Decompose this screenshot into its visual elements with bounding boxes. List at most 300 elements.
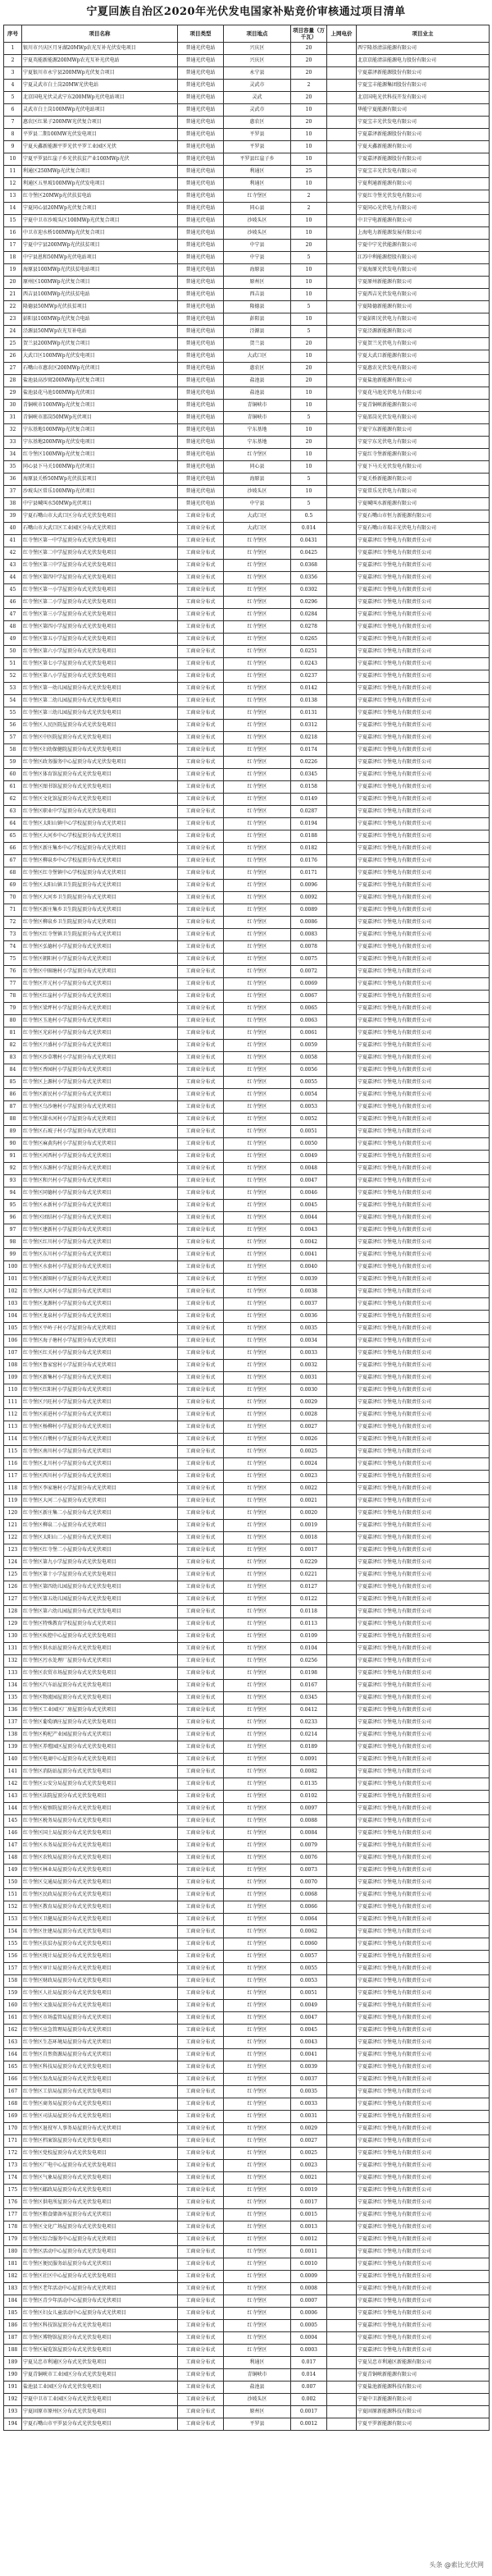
cell-price [327,1015,357,1027]
cell-no: 18 [4,252,22,264]
cell-price [327,1397,357,1409]
table-row [4,2234,490,2246]
cell-name: 红寺堡区水务局屋顶分布式光伏发电项目 [22,1840,178,1852]
header-name: 项目名称 [22,25,178,43]
cell-name: 红寺堡区第五小学屋顶分布式光伏发电项目 [22,634,178,646]
cell-location: 红寺堡区 [224,1840,291,1852]
cell-type: 工商业分布式 [178,1495,224,1508]
cell-capacity: 0.0039 [291,1274,327,1286]
cell-type: 工商业分布式 [178,1089,224,1101]
cell-location: 红寺堡区 [224,1458,291,1471]
cell-type: 工商业分布式 [178,880,224,892]
cell-price [327,941,357,954]
cell-capacity: 0.0218 [291,732,327,744]
cell-type: 普通光伏电站 [178,227,224,240]
cell-type: 工商业分布式 [178,1224,224,1237]
table-row [4,1372,490,1384]
cell-owner: 宁夏嘉泽红寺堡电力有限责任公司 [357,572,490,584]
table-row [4,437,490,449]
cell-name: 红寺堡区新庄集乡卫生院屋顶分布式光伏项目 [22,904,178,917]
cell-capacity: 0.0068 [291,1889,327,1901]
cell-location: 红寺堡区 [224,1163,291,1175]
table-row [4,720,490,732]
cell-location: 红寺堡区 [224,2295,291,2308]
cell-price [327,2123,357,2135]
table-row [4,1323,490,1335]
cell-price [327,2025,357,2037]
cell-type: 工商业分布式 [178,1643,224,1655]
cell-no: 134 [4,1680,22,1692]
cell-no: 135 [4,1692,22,1704]
cell-no: 116 [4,1458,22,1471]
cell-location: 青铜峡市 [224,400,291,412]
cell-type: 工商业分布式 [178,830,224,843]
cell-owner: 宁夏大武口新能源有限公司 [357,350,490,363]
cell-type: 工商业分布式 [178,1421,224,1434]
cell-owner: 宁夏嘉泽红寺堡电力有限责任公司 [357,2209,490,2221]
cell-owner: 宁夏嘉泽红寺堡电力有限责任公司 [357,2295,490,2308]
header-price: 上网电价 [327,25,357,43]
cell-no: 121 [4,1520,22,1532]
cell-capacity: 0.0035 [291,1323,327,1335]
cell-capacity: 0.0037 [291,2074,327,2086]
cell-type: 工商业分布式 [178,597,224,609]
cell-price [327,1163,357,1175]
cell-owner: 宁夏嘉泽红寺堡电力有限责任公司 [357,2061,490,2074]
cell-type: 工商业分布式 [178,584,224,597]
table-row [4,301,490,313]
cell-price [327,1926,357,1938]
cell-capacity: 0.0060 [291,1938,327,1951]
cell-name: 红寺堡区新集村小学屋顶分布式光伏项目 [22,1372,178,1384]
cell-no: 158 [4,1975,22,1988]
cell-no: 104 [4,1311,22,1323]
table-row [4,449,490,461]
cell-name: 红寺堡区应急管理局屋顶分布式光伏项目 [22,2025,178,2037]
cell-location: 红寺堡区 [224,1692,291,1704]
cell-owner: 宁夏惠农光伏发电有限公司 [357,363,490,375]
cell-name: 彭阳县100MWp光伏复合电站 [22,313,178,326]
cell-no: 167 [4,2086,22,2098]
table-row [4,227,490,240]
cell-capacity: 10 [291,104,327,117]
cell-price [327,597,357,609]
cell-name: 大武口区100MWp光伏发电项目 [22,350,178,363]
cell-owner: 宁夏嘉泽红寺堡电力有限责任公司 [357,843,490,855]
cell-owner: 宁夏嘉泽红寺堡电力有限责任公司 [357,1815,490,1828]
cell-price [327,646,357,658]
cell-owner: 宁夏嘉泽红寺堡电力有限责任公司 [357,978,490,991]
cell-owner: 宁夏嘉泽红寺堡电力有限责任公司 [357,1643,490,1655]
cell-price [327,1508,357,1520]
cell-price [327,1446,357,1458]
table-row [4,1347,490,1360]
cell-name: 青铜峡市100MWp光伏复合项目 [22,400,178,412]
cell-price [327,535,357,547]
cell-no: 141 [4,1766,22,1778]
cell-capacity: 0.0251 [291,646,327,658]
cell-type: 工商业分布式 [178,843,224,855]
table-row [4,1865,490,1877]
table-row [4,2246,490,2258]
cell-price [327,1224,357,1237]
cell-name: 盐池县高沙窝200MWp光伏复合项目 [22,375,178,387]
cell-type: 工商业分布式 [178,1877,224,1889]
cell-type: 工商业分布式 [178,2369,224,2382]
cell-name: 海原县100MWp光伏扶贫电站项目 [22,264,178,277]
cell-name: 红寺堡区市场监管局屋顶分布式光伏项目 [22,2012,178,2025]
cell-owner: 宁夏嘉泽红寺堡电力有限责任公司 [357,1458,490,1471]
table-row [4,2308,490,2320]
cell-capacity: 0.0041 [291,2049,327,2061]
cell-no: 191 [4,2382,22,2394]
cell-type: 工商业分布式 [178,720,224,732]
cell-location: 海原县 [224,264,291,277]
cell-location: 红寺堡区 [224,2234,291,2246]
cell-price [327,387,357,400]
cell-owner: 宁夏嘉泽红寺堡电力有限责任公司 [357,1631,490,1643]
cell-location: 红寺堡区 [224,966,291,978]
cell-owner: 宁夏嘉泽红寺堡电力有限责任公司 [357,1877,490,1889]
table-row [4,117,490,129]
cell-name: 西吉县100MWp光伏扶贫电站 [22,289,178,301]
cell-owner: 宁夏嘉泽红寺堡电力有限责任公司 [357,1384,490,1397]
cell-no: 64 [4,818,22,830]
cell-name: 红寺堡区广电中心屋顶分布式光伏发电项目 [22,2160,178,2172]
cell-location: 红寺堡区 [224,1298,291,1311]
cell-capacity: 0.0055 [291,1963,327,1975]
cell-name: 红寺堡区香园村小学屋顶分布式光伏项目 [22,1064,178,1077]
cell-price [327,1852,357,1865]
table-row [4,621,490,634]
cell-name: 宁夏灵武市白土岗20MW光伏电站 [22,80,178,92]
cell-type: 工商业分布式 [178,1631,224,1643]
cell-owner: 宁夏嘉泽红寺堡电力有限责任公司 [357,2271,490,2283]
cell-location: 红寺堡区 [224,904,291,917]
cell-owner: 宁夏红寺堡新能源有限公司 [357,449,490,461]
cell-no: 22 [4,301,22,313]
cell-capacity: 0.0278 [291,621,327,634]
cell-type: 工商业分布式 [178,1101,224,1114]
cell-capacity: 0.0356 [291,572,327,584]
table-row [4,1963,490,1975]
cell-price [327,326,357,338]
cell-type: 普通光伏电站 [178,80,224,92]
cell-type: 普通光伏电站 [178,153,224,166]
cell-type: 普通光伏电站 [178,289,224,301]
cell-name: 红寺堡区商务局屋顶分布式光伏发电项目 [22,2098,178,2111]
cell-capacity: 0.0047 [291,1175,327,1187]
cell-capacity: 0.0033 [291,1347,327,1360]
table-row [4,991,490,1003]
cell-no: 32 [4,424,22,437]
cell-type: 工商业分布式 [178,2246,224,2258]
cell-no: 150 [4,1877,22,1889]
cell-location: 红寺堡区 [224,1606,291,1618]
cell-name: 红寺堡区永新村小学屋顶分布式光伏项目 [22,1200,178,1212]
cell-owner: 宁夏嘉泽红寺堡电力有限责任公司 [357,904,490,917]
cell-location: 红寺堡区 [224,1926,291,1938]
cell-location: 红寺堡区 [224,1988,291,2000]
cell-no: 27 [4,363,22,375]
cell-owner: 宁夏宁东新能源有限公司 [357,424,490,437]
table-row [4,1151,490,1163]
cell-location: 红寺堡区 [224,707,291,720]
cell-price [327,2012,357,2025]
table-row [4,80,490,92]
cell-type: 工商业分布式 [178,1040,224,1052]
cell-price [327,55,357,67]
cell-location: 红寺堡区 [224,560,291,572]
cell-name: 红寺堡区红关村小学屋顶分布式光伏项目 [22,1347,178,1360]
cell-price [327,2061,357,2074]
cell-capacity: 0.0073 [291,1865,327,1877]
table-row [4,1114,490,1126]
cell-name: 红寺堡区西川村小学屋顶分布式光伏项目 [22,1471,178,1483]
cell-location: 红寺堡区 [224,880,291,892]
cell-type: 普通光伏电站 [178,326,224,338]
cell-no: 85 [4,1077,22,1089]
cell-no: 193 [4,2406,22,2418]
table-row [4,695,490,707]
cell-name: 红寺堡区李家塘村小学屋顶分布式光伏项目 [22,1483,178,1495]
table-row [4,560,490,572]
cell-type: 工商业分布式 [178,1446,224,1458]
cell-price [327,1717,357,1729]
cell-price [327,1187,357,1200]
cell-name: 红寺堡区财政局屋顶分布式光伏发电项目 [22,1975,178,1988]
cell-location: 平罗县 [224,141,291,153]
cell-no: 58 [4,744,22,757]
cell-capacity: 0.0061 [291,1027,327,1040]
cell-owner: 宁夏嘉泽红寺堡电力有限责任公司 [357,1101,490,1114]
table-row [4,412,490,424]
cell-price [327,141,357,153]
cell-price [327,92,357,104]
cell-price [327,1286,357,1298]
table-row [4,1064,490,1077]
cell-type: 工商业分布式 [178,1384,224,1397]
cell-price [327,2369,357,2382]
cell-type: 普通光伏电站 [178,313,224,326]
table-row [4,1237,490,1249]
cell-location: 红寺堡区 [224,1286,291,1298]
cell-no: 100 [4,1261,22,1274]
table-row [4,978,490,991]
cell-price [327,1741,357,1754]
cell-location: 红寺堡区 [224,806,291,818]
cell-no: 174 [4,2172,22,2185]
cell-capacity: 0.0092 [291,892,327,904]
cell-name: 红寺堡区疾控中心屋顶分布式光伏发电项目 [22,1631,178,1643]
cell-owner: 宁夏嘉泽红寺堡电力有限责任公司 [357,867,490,880]
cell-price [327,227,357,240]
cell-name: 红寺堡区工信局屋顶分布式光伏发电项目 [22,2086,178,2098]
cell-no: 87 [4,1101,22,1114]
cell-location: 红寺堡区 [224,2345,291,2357]
cell-type: 工商业分布式 [178,1606,224,1618]
cell-owner: 宁夏嘉泽红寺堡电力有限责任公司 [357,1286,490,1298]
cell-no: 33 [4,437,22,449]
header-capacity: 项目容量（万千瓦） [291,25,327,43]
cell-name: 红寺堡区自然资源局屋顶分布式光伏项目 [22,2049,178,2061]
cell-no: 20 [4,277,22,289]
cell-owner: 宁夏嘉泽红寺堡电力有限责任公司 [357,1569,490,1581]
cell-price [327,474,357,486]
cell-price [327,658,357,670]
cell-capacity: 0.0050 [291,1138,327,1151]
table-row [4,350,490,363]
cell-name: 红寺堡区北川村小学屋顶分布式光伏项目 [22,1458,178,1471]
cell-owner: 宁夏嘉泽红寺堡电力有限责任公司 [357,1655,490,1668]
cell-owner: 宁夏嘉泽红寺堡电力有限责任公司 [357,720,490,732]
cell-type: 工商业分布式 [178,1471,224,1483]
cell-location: 红寺堡区 [224,2135,291,2148]
cell-type: 工商业分布式 [178,1865,224,1877]
cell-price [327,1151,357,1163]
cell-no: 83 [4,1052,22,1064]
cell-price [327,2234,357,2246]
cell-capacity: 10 [291,424,327,437]
cell-capacity: 0.0041 [291,1249,327,1261]
cell-type: 普通光伏电站 [178,277,224,289]
cell-name: 红寺堡区住建局屋顶分布式光伏发电项目 [22,1926,178,1938]
cell-location: 红寺堡区 [224,1151,291,1163]
cell-price [327,1027,357,1040]
cell-price [327,104,357,117]
cell-name: 红寺堡区东源村小学屋顶分布式光伏项目 [22,1163,178,1175]
cell-no: 179 [4,2234,22,2246]
table-row [4,941,490,954]
cell-name: 红寺堡区中医院屋顶分布式光伏发电项目 [22,732,178,744]
cell-capacity: 0.0138 [291,695,327,707]
cell-capacity: 10 [291,227,327,240]
cell-no: 77 [4,978,22,991]
cell-price [327,289,357,301]
cell-name: 红寺堡区卫健局屋顶分布式光伏发电项目 [22,1914,178,1926]
cell-no: 82 [4,1040,22,1052]
cell-no: 90 [4,1138,22,1151]
cell-no: 66 [4,843,22,855]
table-row [4,917,490,929]
cell-location: 红寺堡区 [224,843,291,855]
table-row [4,781,490,794]
cell-capacity: 10 [291,289,327,301]
cell-owner: 宁夏嘉泽红寺堡电力有限责任公司 [357,855,490,867]
cell-owner: 宁夏平罗新能源有限公司 [357,2418,490,2431]
cell-price [327,215,357,227]
cell-price [327,2160,357,2172]
cell-type: 工商业分布式 [178,1926,224,1938]
cell-no: 151 [4,1889,22,1901]
cell-no: 130 [4,1631,22,1643]
cell-location: 红寺堡区 [224,597,291,609]
cell-capacity: 0.0233 [291,1717,327,1729]
cell-capacity: 0.0082 [291,1766,327,1778]
cell-name: 红寺堡区太阳山二小屋顶分布式光伏项目 [22,1532,178,1544]
cell-name: 红寺堡区图书馆屋顶分布式光伏发电项目 [22,781,178,794]
table-row [4,1618,490,1631]
table-row [4,584,490,597]
cell-owner: 宁夏嘉泽红寺堡电力有限责任公司 [357,597,490,609]
cell-type: 工商业分布式 [178,991,224,1003]
cell-name: 泾源县50MWp农光互补电站 [22,326,178,338]
cell-owner: 宁夏嘉泽红寺堡电力有限责任公司 [357,1446,490,1458]
cell-price [327,634,357,646]
cell-location: 红寺堡区 [224,1643,291,1655]
cell-name: 利通区250MWp光伏复合项目 [22,166,178,178]
cell-capacity: 0.0020 [291,1508,327,1520]
cell-no: 180 [4,2246,22,2258]
cell-owner: 宁夏邵岗光伏发电有限公司 [357,412,490,424]
cell-location: 红寺堡区 [224,1877,291,1889]
cell-no: 178 [4,2221,22,2234]
cell-name: 红寺堡区政务服务中心屋顶分布式光伏发电项目 [22,757,178,769]
cell-price [327,732,357,744]
table-header-row [4,25,490,43]
table-row [4,769,490,781]
cell-owner: 宁夏嘉泽红寺堡电力有限责任公司 [357,1828,490,1840]
cell-type: 普通光伏电站 [178,55,224,67]
cell-capacity: 0.0243 [291,658,327,670]
cell-capacity: 0.0097 [291,1803,327,1815]
table-row [4,1224,490,1237]
cell-location: 红寺堡区 [224,2012,291,2025]
table-row [4,1692,490,1704]
cell-no: 96 [4,1212,22,1224]
cell-owner: 宁夏嘉泽红寺堡电力有限责任公司 [357,560,490,572]
cell-no: 109 [4,1372,22,1384]
cell-no: 19 [4,264,22,277]
cell-owner: 宁夏嘉泽红寺堡电力有限责任公司 [357,1668,490,1680]
cell-capacity: 10 [291,141,327,153]
cell-name: 红寺堡区玉池村小学屋顶分布式光伏项目 [22,1015,178,1027]
cell-name: 红寺堡区梁坪村小学屋顶分布式光伏项目 [22,1003,178,1015]
cell-no: 11 [4,166,22,178]
cell-location: 红寺堡区 [224,892,291,904]
cell-type: 工商业分布式 [178,1766,224,1778]
cell-capacity: 0.0237 [291,670,327,683]
cell-capacity: 0.0017 [291,1544,327,1557]
cell-location: 沙坡头区 [224,215,291,227]
cell-capacity: 10 [291,215,327,227]
cell-name: 原州区100MWp光伏复合项目 [22,277,178,289]
cell-owner: 宁夏嘉泽红寺堡电力有限责任公司 [357,2185,490,2197]
cell-owner: 宁夏嘉泽红寺堡电力有限责任公司 [357,1089,490,1101]
cell-no: 50 [4,646,22,658]
cell-capacity: 0.0028 [291,1409,327,1421]
cell-owner: 宁夏盐池新能源科技有限公司 [357,2382,490,2394]
cell-owner: 宁夏嘉泽红寺堡电力有限责任公司 [357,2086,490,2098]
cell-owner: 宁夏嘉泽红寺堡电力有限责任公司 [357,1237,490,1249]
table-row [4,2418,490,2431]
cell-type: 工商业分布式 [178,1458,224,1471]
cell-location: 红寺堡区 [224,2209,291,2221]
cell-owner: 宁夏花马池光伏电力有限公司 [357,387,490,400]
cell-no: 107 [4,1347,22,1360]
table-row [4,1741,490,1754]
cell-location: 红寺堡区 [224,1852,291,1865]
cell-no: 153 [4,1914,22,1926]
cell-capacity: 0.0012 [291,2234,327,2246]
cell-location: 红寺堡区 [224,2148,291,2160]
table-row [4,1840,490,1852]
table-row [4,1298,490,1311]
cell-location: 红寺堡区 [224,1040,291,1052]
cell-no: 30 [4,400,22,412]
cell-location: 红寺堡区 [224,1544,291,1557]
cell-no: 2 [4,55,22,67]
